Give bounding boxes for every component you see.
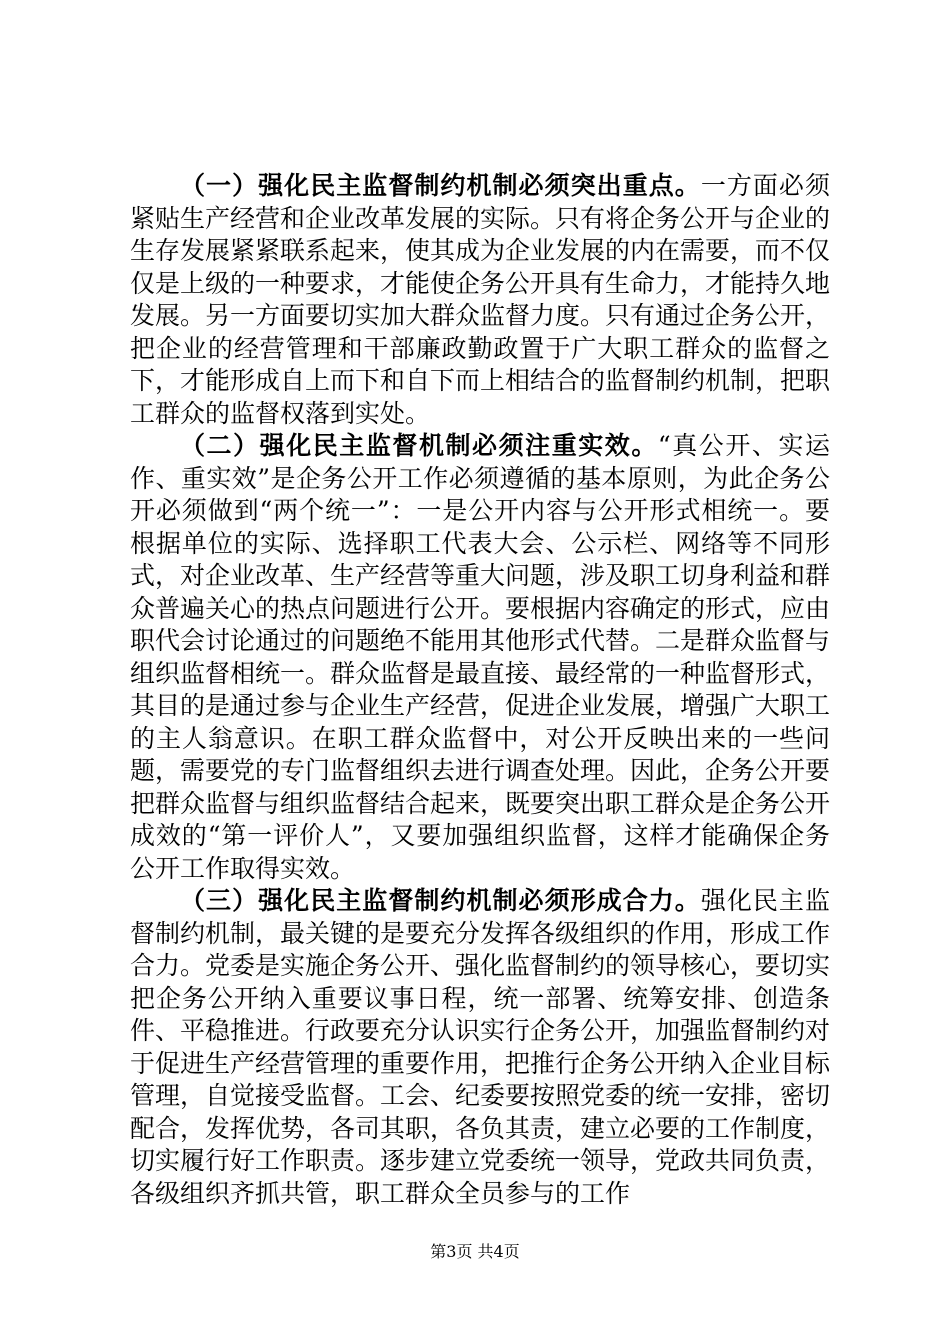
page-number-footer: 第3页 共4页 xyxy=(430,1242,520,1261)
paragraph-1-body: 一方面必须紧贴生产经营和企业改革发展的实际。只有将企务公开与企业的生存发展紧紧联系起来，使其成为企业发展的内在需要，而不仅仅是上级的一种要求，才能使企务公开具有生命力，才能持久地发展。另一方面要切实加大群众监督力度。只有通过企务公开，把企业的经营管理和干部廉政勤政置于广大职工群众的监督之下，才能形成自上而下和自下而上相结合的监督制约机制，把职工群众的监督权落到实处。 xyxy=(130,171,831,428)
paragraph-2 xyxy=(130,430,830,885)
paragraph-3-body: 强化民主监督制约机制，最关键的是要充分发挥各级组织的作用，形成工作合力。党委是实施企务公开、强化监督制约的领导核心，要切实把企务公开纳入重要议事日程，统一部署、统筹安排、创造条件、平稳推进。行政要充分认识实行企务公开，加强监督制约对于促进生产经营管理的重要作用，把推行企务公开纳入企业目标管理，自觉接受监督。工会、纪委要按照党委的统一安排，密切配合，发挥优势，各司其职，各负其责，建立必要的工作制度，切实履行好工作职责。逐步建立党委统一领导，党政共同负责，各级组织齐抓共管，职工群众全员参与的工作 xyxy=(130,886,831,1208)
paragraph-3 xyxy=(130,885,830,1210)
paragraph-1-heading: （一）强化民主监督制约机制必须突出重点。 xyxy=(180,171,701,200)
paragraph-3-heading: （三）强化民主监督制约机制必须形成合力。 xyxy=(180,886,701,915)
paragraph-1 xyxy=(130,170,830,430)
paragraph-2-heading: （二）强化民主监督机制必须注重实效。 xyxy=(180,431,658,460)
paragraph-2-body: “真公开、实运作、重实效”是企务公开工作必须遵循的基本原则，为此企务公开必须做到“两个统一”：一是公开内容与公开形式相统一。要根据单位的实际、选择职工代表大会、公示栏、网络等不同形式，对企业改革、生产经营等重大问题，涉及职工切身利益和群众普遍关心的热点问题进行公开。要根据内容确定的形式，应由职代会讨论通过的问题绝不能用其他形式代替。二是群众监督与组织监督相统一。群众监督是最直接、最经常的一种监督形式，其目的是通过参与企业生产经营，促进企业发展，增强广大职工的主人翁意识。在职工群众监督中，对公开反映出来的一些问题，需要党的专门监督组织去进行调查处理。因此，企务公开要把群众监督与组织监督结合起来，既要突出职工群众是企务公开成效的“第一评价人”，又要加强组织监督，这样才能确保企务公开工作取得实效。 xyxy=(130,431,831,883)
document-body xyxy=(130,170,830,1210)
